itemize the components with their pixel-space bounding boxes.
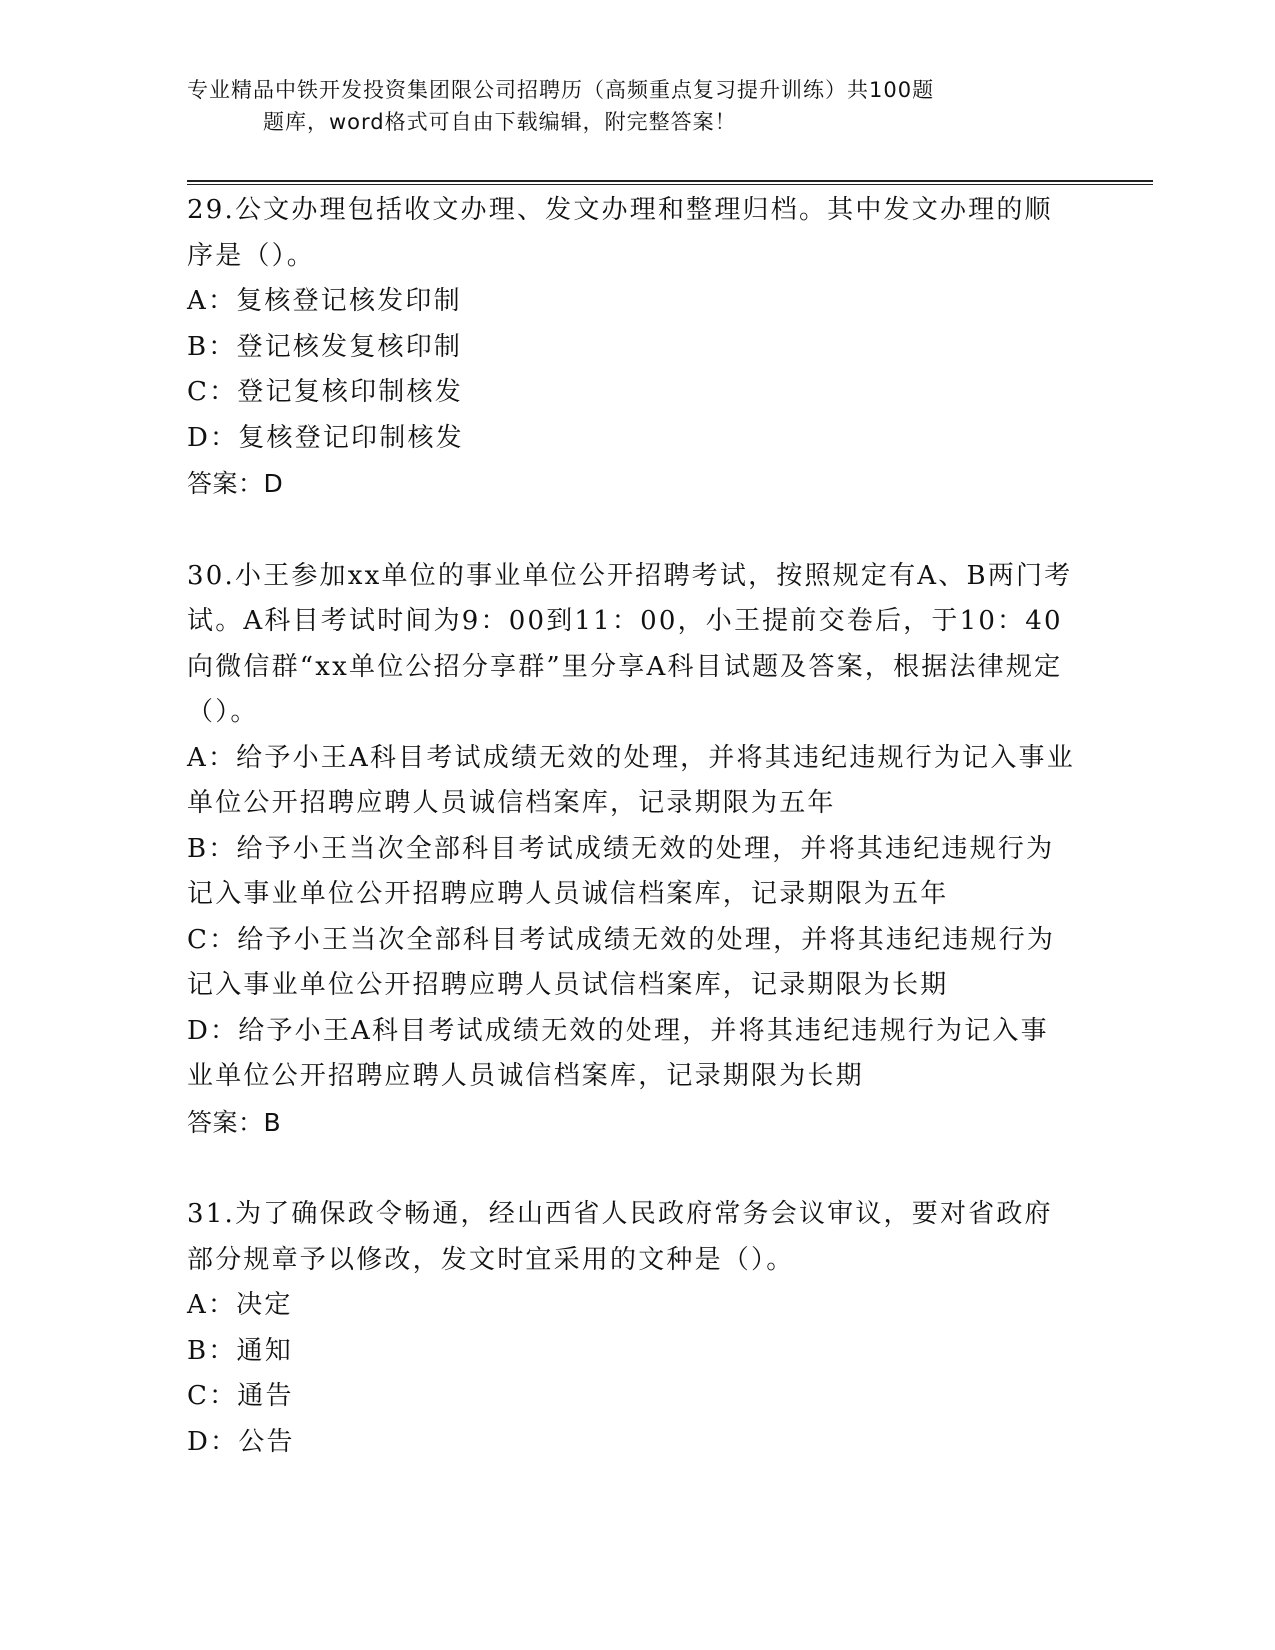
option-d: D：给予小王A科目考试成绩无效的处理，并将其违纪违规行为记入事业单位公开招聘应聘人员诚信档案库，记录期限为长期: [187, 1015, 1049, 1091]
question-list: [187, 188, 1077, 1465]
option-b: B：登记核发复核印制: [187, 331, 463, 362]
option-d: D：复核登记印制核发: [187, 422, 464, 453]
header-divider-thin: [187, 184, 1153, 185]
question-stem: 31.为了确保政令畅通，经山西省人民政府常务会议审议，要对省政府部分规章予以修改，发文时宜采用的文种是（）。: [187, 1199, 1053, 1275]
option-a: A：复核登记核发印制: [187, 286, 462, 316]
header-divider-thick: [187, 180, 1153, 182]
option-c: C：给予小王当次全部科目考试成绩无效的处理，并将其违纪违规行为记入事业单位公开招聘应聘人员试信档案库，记录期限为长期: [187, 924, 1056, 1000]
option-d: D：公告: [187, 1426, 295, 1457]
header-title-line2: 题库，word格式可自由下载编辑，附完整答案！: [263, 110, 737, 134]
question-30: [187, 554, 1077, 1146]
question-spacer: [187, 1145, 1077, 1192]
option-b: B：通知: [187, 1335, 293, 1366]
option-b: B：给予小王当次全部科目考试成绩无效的处理，并将其违纪违规行为记入事业单位公开招聘应聘人员诚信档案库，记录期限为五年: [187, 833, 1055, 909]
option-a: A：给予小王A科目考试成绩无效的处理，并将其违纪违规行为记入事业单位公开招聘应聘人员诚信档案库，记录期限为五年: [187, 742, 1075, 818]
answer-line: 答案：D: [187, 469, 284, 498]
question-stem: 29.公文办理包括收文办理、发文办理和整理归档。其中发文办理的顺序是（）。: [187, 195, 1053, 271]
document-header: [187, 74, 1087, 138]
question-stem: 30.小王参加xx单位的事业单位公开招聘考试，按照规定有A、B两门考试。A科目考试时间为9：00到11：00，小王提前交卷后，于10：40向微信群“xx单位公招分享群”里分享A科目试题及答案，根据法律规定（）。: [187, 560, 1073, 727]
option-c: C：通告: [187, 1381, 294, 1411]
question-31: [187, 1192, 1077, 1465]
answer-line: 答案：B: [187, 1107, 282, 1137]
header-title-line1: 专业精品中铁开发投资集团限公司招聘历（高频重点复习提升训练）共100题: [187, 78, 935, 102]
option-c: C：登记复核印制核发: [187, 377, 463, 407]
option-a: A：决定: [187, 1290, 293, 1320]
question-spacer: [187, 507, 1077, 554]
question-29: [187, 188, 1077, 507]
